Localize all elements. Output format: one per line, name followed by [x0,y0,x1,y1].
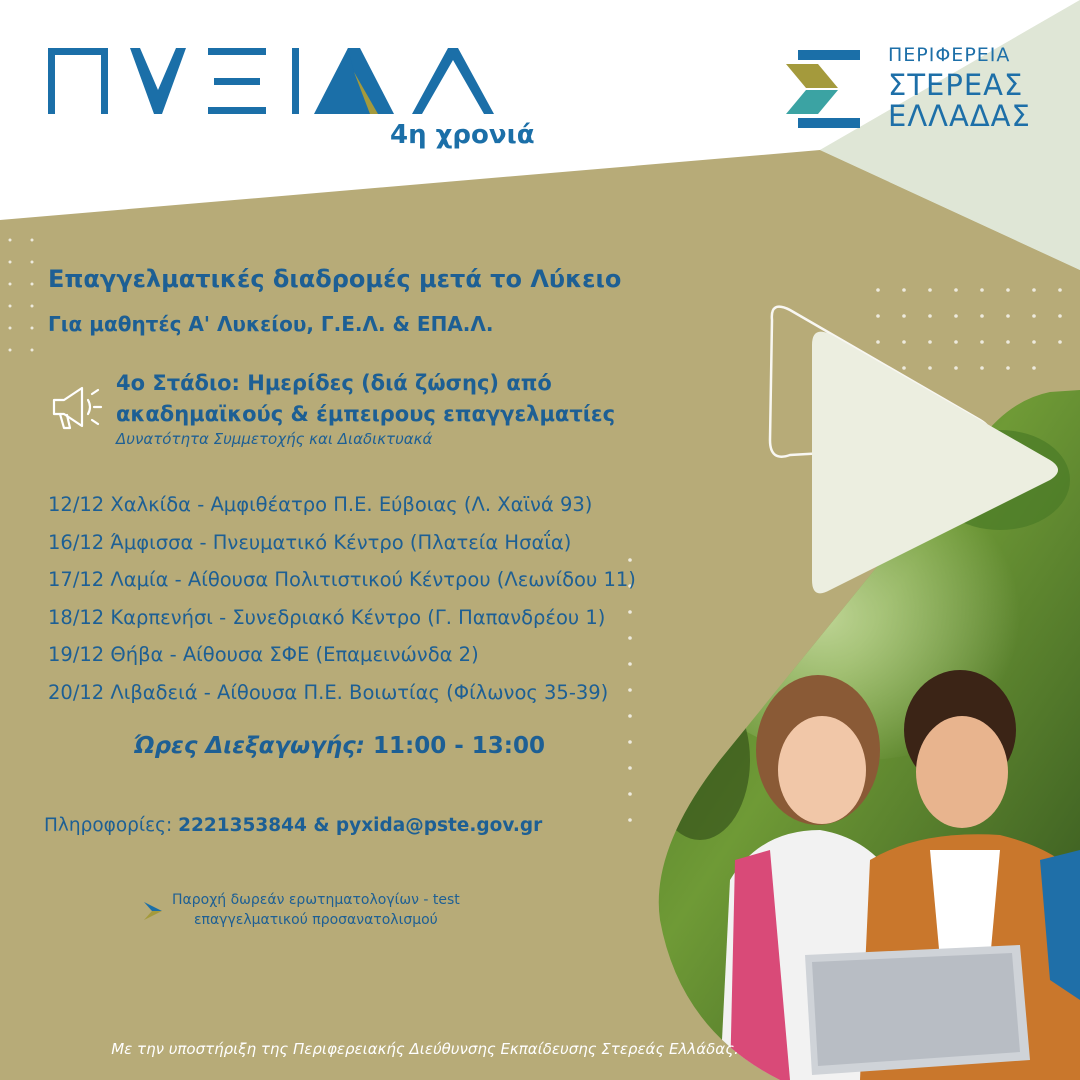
region-line-1: ΠΕΡΙΦΕΡΕΙΑ [888,44,1011,66]
logo-subtitle: 4η χρονιά [390,120,535,150]
schedule-item: 17/12 Λαμία - Αίθουσα Πολιτιστικού Κέντρου (Λεωνίδου 11) [48,568,636,592]
stage-line-2: ακαδημαϊκούς & έμπειρους επαγγελματίες [116,402,616,426]
schedule-list [48,486,636,712]
pyxida-logo [48,42,538,118]
stage-title [116,368,615,430]
info-line [44,815,542,836]
region-line-2: ΣΤΕΡΕΑΣ [888,68,1024,102]
arrow-bullet-icon [144,900,164,922]
region-line-3: ΕΛΛΑΔΑΣ [888,99,1031,133]
stage-line-1: 4ο Στάδιο: Ημερίδες (διά ζώσης) από [116,371,552,395]
audience-text: Για μαθητές Α' Λυκείου, Γ.Ε.Λ. & ΕΠΑ.Λ. [48,312,494,336]
region-logo-text [888,46,1031,131]
schedule-item: 16/12 Άμφισσα - Πνευματικό Κέντρο (Πλατεία Ησαΐα) [48,530,572,554]
schedule-item: 20/12 Λιβαδειά - Αίθουσα Π.Ε. Βοιωτίας (Φίλωνος 35-39) [48,680,609,704]
info-label: Πληροφορίες: [44,815,173,836]
megaphone-icon [48,382,104,434]
free-note-line-1: Παροχή δωρεάν ερωτηματολογίων - test [172,892,460,908]
headline: Επαγγελματικές διαδρομές μετά το Λύκειο [48,265,622,293]
schedule-item: 19/12 Θήβα - Αίθουσα ΣΦΕ (Επαμεινώνδα 2) [48,643,479,667]
stage-note: Δυνατότητα Συμμετοχής και Διαδικτυακά [116,430,433,448]
hours-value: 11:00 - 13:00 [372,733,545,759]
free-note-line-2: επαγγελματικού προσανατολισμού [193,912,438,928]
sigma-logo-icon [786,44,876,134]
schedule-item: 18/12 Καρπενήσι - Συνεδριακό Κέντρο (Γ. Παπανδρέου 1) [48,605,606,629]
info-contact[interactable]: 2221353844 & pyxida@pste.gov.gr [178,815,543,836]
free-tests-note [172,890,460,930]
footer-credit: Με την υποστήριξη της Περιφερειακής Διεύθυνσης Εκπαίδευσης Στερεάς Ελλάδας. [111,1040,739,1058]
hours-line [134,733,545,759]
schedule-item: 12/12 Χαλκίδα - Αμφιθέατρο Π.Ε. Εύβοιας (Λ. Χαϊνά 93) [48,493,593,516]
hours-label: Ώρες Διεξαγωγής: [134,733,365,759]
